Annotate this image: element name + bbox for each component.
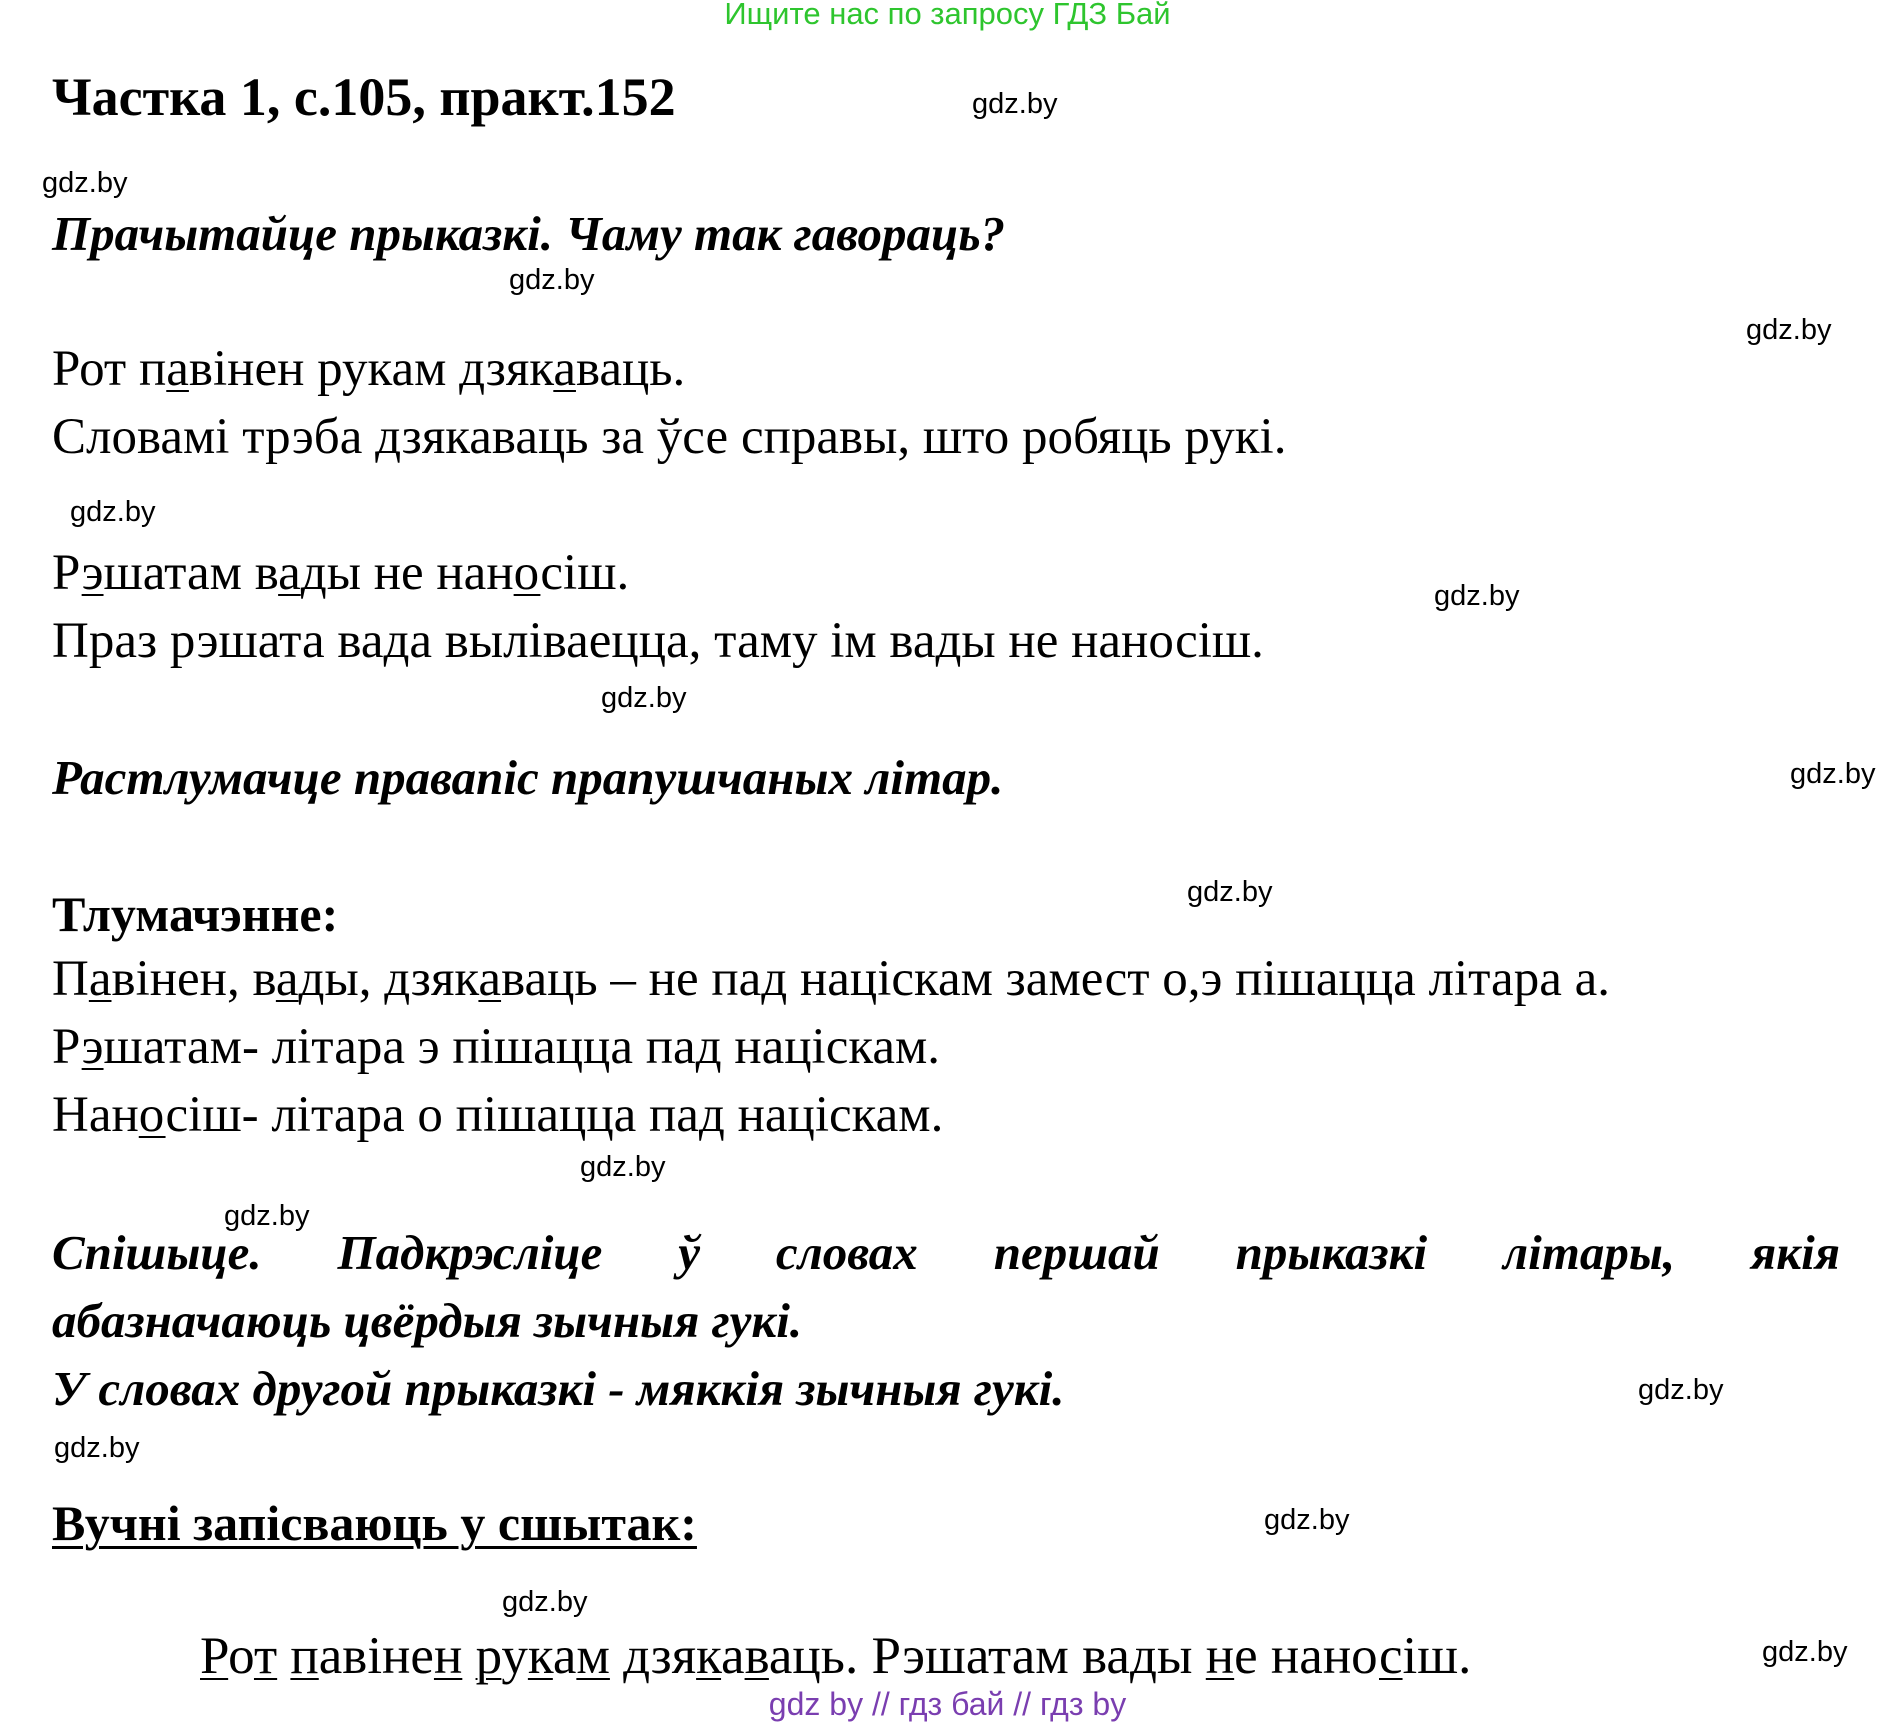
explanation-heading: Тлумачэнне: <box>52 886 339 942</box>
watermark: gdz.by <box>224 1200 310 1232</box>
task-2-instruction: Растлумачце правапіс прапушчаных літар. <box>52 750 1004 805</box>
watermark: gdz.by <box>70 496 156 528</box>
underlined-letter: а <box>88 951 112 1007</box>
watermark: gdz.by <box>1790 758 1876 790</box>
underlined-letter: н <box>433 1627 463 1685</box>
footer-links: gdz by // гдз бай // гдз by <box>768 1686 1127 1722</box>
watermark: gdz.by <box>1434 580 1520 612</box>
rule-line-1: Павінен, вады, дзякаваць – не пад націскам замест о,э пішацца літара а. <box>52 951 1610 1007</box>
search-banner: Ищите нас по запросу ГДЗ Бай <box>724 0 1171 31</box>
watermark: gdz.by <box>601 682 687 714</box>
watermark: gdz.by <box>580 1151 666 1183</box>
notebook-copy-line: Рот павінен рукам дзякаваць. Рэшатам вады не наносіш. <box>200 1627 1472 1685</box>
underlined-letter: э <box>81 1019 104 1075</box>
underlined-letter: а <box>275 951 299 1007</box>
watermark: gdz.by <box>502 1586 588 1618</box>
underlined-letter: а <box>166 341 189 397</box>
underlined-letter: а <box>478 951 502 1007</box>
watermark: gdz.by <box>1638 1374 1724 1406</box>
proverb-2: Рэшатам вады не наносіш. <box>52 545 630 601</box>
watermark: gdz.by <box>972 88 1058 120</box>
underlined-letter: т <box>253 1627 278 1685</box>
underlined-letter: э <box>81 545 104 601</box>
watermark: gdz.by <box>42 167 128 199</box>
underlined-letter: н <box>1205 1627 1235 1685</box>
underlined-letter: в <box>744 1627 769 1685</box>
rule-line-2: Рэшатам- літара э пішацца пад націскам. <box>52 1019 941 1075</box>
watermark: gdz.by <box>1762 1636 1848 1668</box>
watermark: gdz.by <box>54 1432 140 1464</box>
watermark: gdz.by <box>1746 314 1832 346</box>
page-title: Частка 1, с.105, практ.152 <box>52 67 676 127</box>
task-3-line-2: абазначаюць цвёрдыя зычныя гукі. <box>52 1293 803 1348</box>
task-3-line-3: У словах другой прыказкі - мяккія зычныя гукі. <box>52 1361 1065 1416</box>
underlined-letter: о <box>138 1087 166 1143</box>
underlined-letter: к <box>527 1627 553 1685</box>
underlined-letter: Р <box>200 1627 229 1685</box>
task-3-line-1: Спішыце. Падкрэсліце ў словах першай прыказкі літары, якія <box>52 1225 1840 1280</box>
proverb-2-explanation: Праз рэшата вада выліваецца, таму ім вады не наносіш. <box>52 613 1264 669</box>
rule-line-3: Наносіш- літара о пішацца пад націскам. <box>52 1087 944 1143</box>
task-1-instruction: Прачытайце прыказкі. Чаму так гавораць? <box>52 206 1006 261</box>
underlined-letter: с <box>1379 1627 1403 1685</box>
underlined-letter: п <box>290 1627 319 1685</box>
underlined-letter: а <box>553 341 576 397</box>
watermark: gdz.by <box>1187 876 1273 908</box>
proverb-1: Рот павінен рукам дзякаваць. <box>52 341 686 397</box>
proverb-1-explanation: Словамі трэба дзякаваць за ўсе справы, што робяць рукі. <box>52 409 1287 465</box>
underlined-letter: а <box>278 545 301 601</box>
underlined-letter: м <box>576 1627 610 1685</box>
underlined-letter: к <box>696 1627 722 1685</box>
notebook-heading: Вучні запісваюць у сшытак: <box>52 1495 697 1551</box>
underlined-letter: о <box>513 545 541 601</box>
watermark: gdz.by <box>509 264 595 296</box>
underlined-letter: р <box>475 1627 502 1685</box>
watermark: gdz.by <box>1264 1504 1350 1536</box>
